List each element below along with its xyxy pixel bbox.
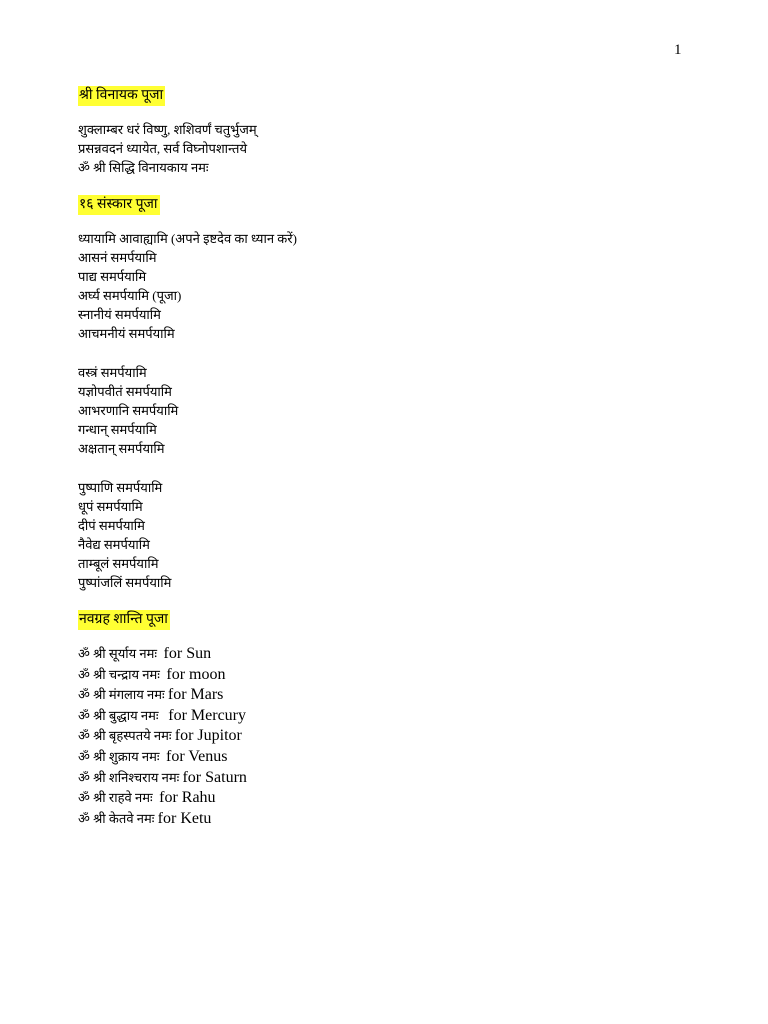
planet-label: for Saturn [182, 768, 247, 786]
section-heading-navagraha: नवग्रह शान्ति पूजा [78, 610, 170, 630]
planet-label: for Jupitor [174, 727, 242, 745]
page-number: 1 [674, 42, 682, 58]
mantra-text: ॐ श्री केतवे नमः [78, 810, 155, 826]
planet-label: for Ketu [157, 809, 212, 827]
list-item: आचमनीयं समर्पयामि [78, 326, 175, 341]
list-item [78, 706, 698, 727]
list-item: पुष्पाणि समर्पयामि [78, 480, 163, 495]
list-item [78, 685, 698, 706]
verse-line: प्रसन्नवदनं ध्यायेत, सर्व विघ्नोपशान्तये [78, 141, 247, 156]
section-sanskar-puja [78, 195, 698, 592]
planet-label: for Sun [163, 645, 212, 662]
mantra-text: ॐ श्री बुद्धाय नमः [78, 707, 159, 723]
list-item [78, 665, 698, 686]
list-item: पुष्पांजलिं समर्पयामि [78, 575, 172, 590]
list-item [78, 644, 698, 665]
list-item: पाद्य समर्पयामि [78, 269, 147, 284]
document-body [78, 86, 698, 829]
vinayak-lines [78, 120, 698, 177]
list-item: अक्षतान् समर्पयामि [78, 441, 165, 456]
mantra-text: ॐ श्री चन्द्राय नमः [78, 666, 160, 682]
section-heading-sanskar: १६ संस्कार पूजा [78, 195, 160, 215]
list-item: धूपं समर्पयामि [78, 499, 143, 514]
list-item: स्नानीयं समर्पयामि [78, 307, 161, 322]
list-item: आसनं समर्पयामि [78, 250, 157, 265]
list-item [78, 768, 698, 789]
planet-label: for Mercury [168, 706, 247, 724]
sanskar-group-2 [78, 363, 698, 458]
mantra-text: ॐ श्री राहवे नमः [78, 790, 153, 806]
section-heading-vinayak: श्री विनायक पूजा [78, 86, 165, 106]
list-item: आभरणानि समर्पयामि [78, 403, 179, 418]
list-item [78, 747, 698, 768]
list-item: दीपं समर्पयामि [78, 518, 145, 533]
list-item [78, 809, 698, 830]
sanskar-group-3 [78, 478, 698, 592]
list-item: अर्घ्य समर्पयामि (पूजा) [78, 288, 182, 303]
sanskar-group-1 [78, 229, 698, 343]
navagraha-list [78, 644, 698, 829]
section-vinayak-puja [78, 86, 698, 177]
mantra-text: ॐ श्री मंगलाय नमः [78, 687, 165, 703]
planet-label: for Rahu [159, 789, 216, 807]
mantra-text: ॐ श्री सूर्याय नमः [78, 646, 158, 661]
verse-line: ॐ श्री सिद्धि विनायकाय नमः [78, 160, 209, 175]
mantra-text: ॐ श्री शुक्राय नमः [78, 748, 160, 764]
list-item: गन्धान् समर्पयामि [78, 422, 157, 437]
list-item [78, 788, 698, 809]
list-item: ध्यायामि आवाह्यामि (अपने इष्टदेव का ध्यान करें) [78, 231, 297, 246]
list-item: यज्ञोपवीतं समर्पयामि [78, 384, 172, 399]
list-item: नैवेद्य समर्पयामि [78, 537, 150, 552]
list-item: वस्त्रं समर्पयामि [78, 365, 147, 380]
list-item [78, 726, 698, 747]
list-item: ताम्बूलं समर्पयामि [78, 556, 159, 571]
mantra-text: ॐ श्री शनिश्चराय नमः [78, 769, 180, 785]
planet-label: for Mars [167, 686, 224, 704]
planet-label: for moon [166, 665, 226, 683]
planet-label: for Venus [166, 747, 228, 765]
mantra-text: ॐ श्री बृहस्पतये नमः [78, 728, 172, 744]
verse-line: शुक्लाम्बर धरं विष्णु, शशिवर्णं चतुर्भुजम् [78, 122, 257, 137]
section-navagraha-puja [78, 610, 698, 829]
